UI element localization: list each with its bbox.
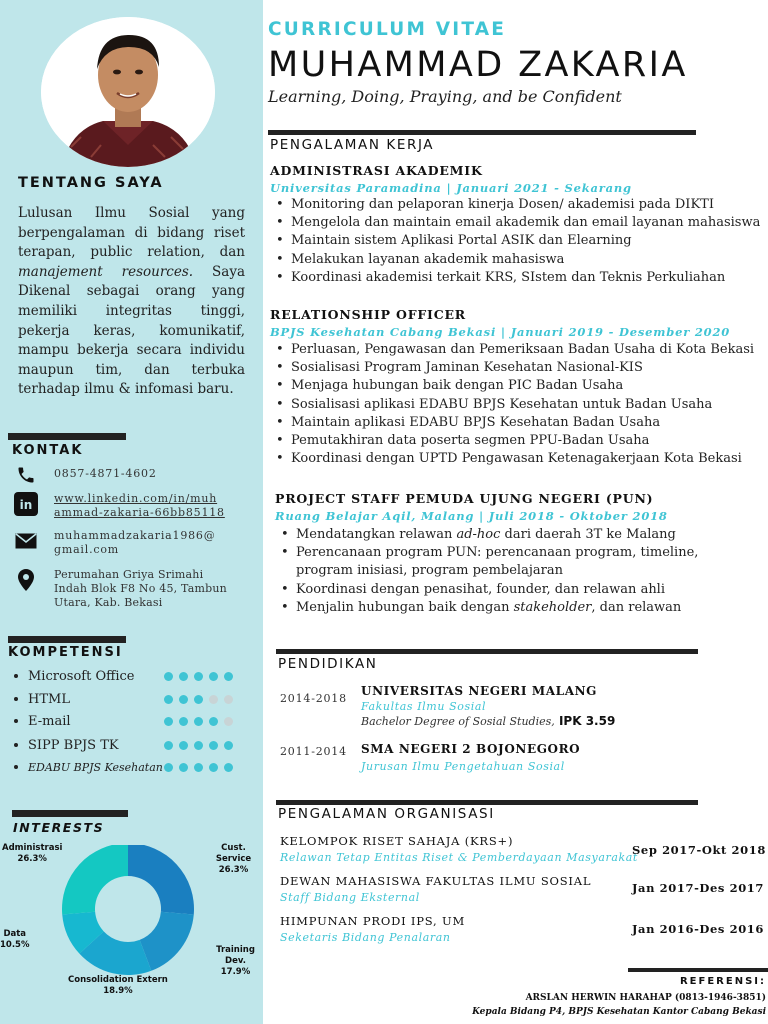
donut-slice-cust-service [128, 845, 194, 914]
skill-row [14, 667, 254, 685]
sidebar [0, 0, 263, 1024]
cv-overline: CURRICULUM VITAE [268, 19, 507, 40]
list-item: • Monitoring dan pelaporan kinerja Dosen/ akademisi pada DIKTI [271, 196, 760, 214]
bullet [14, 743, 18, 747]
contact-heading: KONTAK [12, 443, 84, 458]
reference-position: Kepala Bidang P4, BPJS Kesehatan Kantor Cabang Bekasi [472, 1007, 766, 1017]
edu-school-2: SMA NEGERI 2 BOJONEGORO [361, 742, 581, 756]
skills-heading: KOMPETENSI [8, 645, 123, 660]
org-name-3: HIMPUNAN PRODI IPS, UM [280, 914, 466, 928]
skill-dot-filled [164, 717, 173, 726]
pie-label-administrasi: Administrasi 26.3% [2, 843, 63, 864]
edu-years-1: 2014-2018 [280, 692, 347, 705]
donut-slice-administrasi [62, 845, 128, 914]
education-heading: PENDIDIKAN [278, 656, 378, 672]
skill-dot-filled [209, 672, 218, 681]
skill-dot-filled [194, 695, 203, 704]
pie-label-data: Data 10.5% [0, 929, 30, 950]
skill-dot-filled [209, 717, 218, 726]
list-item: • Mendatangkan relawan ad-hoc dari daerah 3T ke Malang [276, 526, 748, 544]
list-item: • Maintain sistem Aplikasi Portal ASIK dan Elearning [271, 232, 760, 250]
skill-name: E-mail [28, 713, 71, 729]
phone-number: 0857-4871-4602 [54, 467, 157, 480]
job-title-1: ADMINISTRASI AKADEMIK [270, 163, 483, 178]
skill-dot-filled [194, 763, 203, 772]
list-item: • Perluasan, Pengawasan dan Pemeriksaan Badan Usaha di Kota Bekasi [271, 341, 754, 359]
org-date-3: Jan 2016-Des 2016 [632, 922, 765, 936]
linkedin-link[interactable]: www.linkedin.com/in/muh ammad-zakaria-66bb85118 [54, 492, 225, 519]
skill-level [164, 672, 233, 681]
skill-dot-filled [164, 763, 173, 772]
bullet [14, 697, 18, 701]
skill-dot-filled [194, 741, 203, 750]
skill-level [164, 717, 233, 726]
list-item: • Perencanaan program PUN: perencanaan program, timeline, program inisiasi, program pembelajaran [276, 544, 748, 580]
skill-dot-filled [179, 695, 188, 704]
list-item: • Melakukan layanan akademik mahasiswa [271, 251, 760, 269]
work-heading-bar [268, 130, 696, 135]
skill-dot-empty [209, 695, 218, 704]
bullet [14, 765, 18, 769]
contact-email [14, 529, 216, 557]
about-heading: TENTANG SAYA [18, 175, 164, 191]
skill-dot-filled [179, 763, 188, 772]
interests-donut-chart [61, 845, 196, 975]
contact-linkedin [14, 492, 225, 520]
skill-dot-filled [209, 741, 218, 750]
org-date-1: Sep 2017-Okt 2018 [632, 843, 766, 857]
reference-name: ARSLAN HERWIN HARAHAP (0813-1946-3851) [525, 993, 766, 1003]
interests-heading: INTERESTS [13, 820, 105, 835]
edu-faculty-2: Jurusan Ilmu Pengetahuan Sosial [361, 760, 565, 773]
about-text: Lulusan Ilmu Sosial yang berpengalaman di bidang riset terapan, public relation, dan manajement resources. Saya Dikenal sebagai orang yang memiliki integritas tinggi, pekerja keras, komunikatif, mampu bekerja secara individu maupun tim, dan terbuka terhadap ilmu & infomasi baru. [18, 205, 245, 398]
skill-dot-filled [224, 672, 233, 681]
skill-level [164, 741, 233, 750]
org-role-1: Relawan Tetap Entitas Riset & Pemberdayaan Masyarakat [280, 851, 638, 864]
job-duties-1 [271, 196, 760, 287]
skill-dot-filled [224, 741, 233, 750]
reference-heading: REFERENSI: [679, 976, 766, 987]
profile-photo [41, 17, 215, 167]
work-heading: PENGALAMAN KERJA [270, 137, 435, 153]
skill-dot-filled [179, 717, 188, 726]
org-role-2: Staff Bidang Eksternal [280, 891, 420, 904]
pie-label-consolidation-extern: Consolidation Extern 18.9% [68, 975, 168, 996]
skill-name: Microsoft Office [28, 668, 135, 684]
edu-years-2: 2011-2014 [280, 745, 347, 758]
skill-row [14, 690, 254, 708]
edu-school-1: UNIVERSITAS NEGERI MALANG [361, 684, 598, 698]
linkedin-icon[interactable] [14, 492, 38, 516]
org-role-3: Seketaris Bidang Penalaran [280, 931, 451, 944]
full-name: MUHAMMAD ZAKARIA [268, 45, 688, 85]
skill-level [164, 695, 233, 704]
skill-row [14, 736, 254, 754]
skill-dot-filled [179, 672, 188, 681]
job-org-2: BPJS Kesehatan Cabang Bekasi | Januari 2019 - Desember 2020 [270, 325, 731, 339]
svg-text:in: in [19, 498, 33, 512]
skill-dot-filled [164, 695, 173, 704]
skill-dot-filled [164, 672, 173, 681]
list-item: • Koordinasi dengan UPTD Pengawasan Ketenagakerjaan Kota Bekasi [271, 450, 754, 468]
list-item: • Koordinasi dengan penasihat, founder, dan relawan ahli [276, 581, 748, 599]
skill-name: HTML [28, 691, 70, 707]
contact-phone [14, 463, 157, 487]
tagline: Learning, Doing, Praying, and be Confident [268, 87, 622, 106]
list-item: • Maintain aplikasi EDABU BPJS Kesehatan Badan Usaha [271, 414, 754, 432]
mail-icon [14, 529, 38, 553]
skill-dot-filled [179, 741, 188, 750]
list-item: • Menjalin hubungan baik dengan stakeholder, dan relawan [276, 599, 748, 617]
skill-name: EDABU BPJS Kesehatan [28, 760, 163, 774]
skill-dot-filled [209, 763, 218, 772]
edu-degree-1: Bachelor Degree of Sosial Studies, IPK 3.59 [361, 714, 616, 728]
skill-level [164, 763, 233, 772]
pie-label-cust-service: Cust. Service 26.3% [215, 843, 252, 875]
interests-heading-bar [12, 810, 128, 817]
job-org-3: Ruang Belajar Aqil, Malang | Juli 2018 - Oktober 2018 [275, 509, 668, 523]
organizations-heading: PENGALAMAN ORGANISASI [278, 806, 495, 822]
education-heading-bar [276, 649, 698, 654]
email-address[interactable]: muhammadzakaria1986@ gmail.com [54, 529, 216, 556]
skills-heading-bar [8, 636, 126, 643]
org-name-2: DEWAN MAHASISWA FAKULTAS ILMU SOSIAL [280, 874, 592, 888]
list-item: • Koordinasi akademisi terkait KRS, SIstem dan Teknis Perkuliahan [271, 269, 760, 287]
phone-icon [14, 463, 38, 487]
list-item: • Sosialisasi aplikasi EDABU BPJS Kesehatan untuk Badan Usaha [271, 396, 754, 414]
list-item: • Menjaga hubungan baik dengan PIC Badan Usaha [271, 377, 754, 395]
skill-dot-empty [224, 695, 233, 704]
organizations-heading-bar [276, 800, 698, 805]
edu-faculty-1: Fakultas Ilmu Sosial [361, 700, 487, 713]
skill-dot-filled [194, 717, 203, 726]
skill-row [14, 758, 254, 776]
reference-heading-bar [628, 968, 768, 972]
org-date-2: Jan 2017-Des 2017 [632, 881, 765, 895]
bullet [14, 719, 18, 723]
list-item: • Mengelola dan maintain email akademik dan email layanan mahasiswa [271, 214, 760, 232]
job-duties-3 [276, 526, 748, 617]
skill-dot-empty [224, 717, 233, 726]
job-title-3: PROJECT STAFF PEMUDA UJUNG NEGERI (PUN) [275, 491, 654, 506]
bullet [14, 674, 18, 678]
contact-address [14, 568, 227, 610]
list-item: • Pemutakhiran data poserta segmen PPU-Badan Usaha [271, 432, 754, 450]
skill-dot-filled [224, 763, 233, 772]
job-title-2: RELATIONSHIP OFFICER [270, 307, 466, 322]
skill-name: SIPP BPJS TK [28, 737, 119, 753]
job-org-1: Universitas Paramadina | Januari 2021 - Sekarang [270, 181, 632, 195]
skill-row [14, 712, 254, 730]
contact-heading-bar [8, 433, 126, 440]
skill-dot-filled [194, 672, 203, 681]
job-duties-2 [271, 341, 754, 468]
address-text: Perumahan Griya Srimahi Indah Blok F8 No 45, Tambun Utara, Kab. Bekasi [54, 568, 227, 609]
skill-dot-filled [164, 741, 173, 750]
org-name-1: KELOMPOK RISET SAHAJA (KRS+) [280, 834, 514, 848]
location-pin-icon [14, 568, 38, 592]
pie-label-training-dev: Training Dev. 17.9% [216, 945, 255, 977]
list-item: • Sosialisasi Program Jaminan Kesehatan Nasional-KIS [271, 359, 754, 377]
